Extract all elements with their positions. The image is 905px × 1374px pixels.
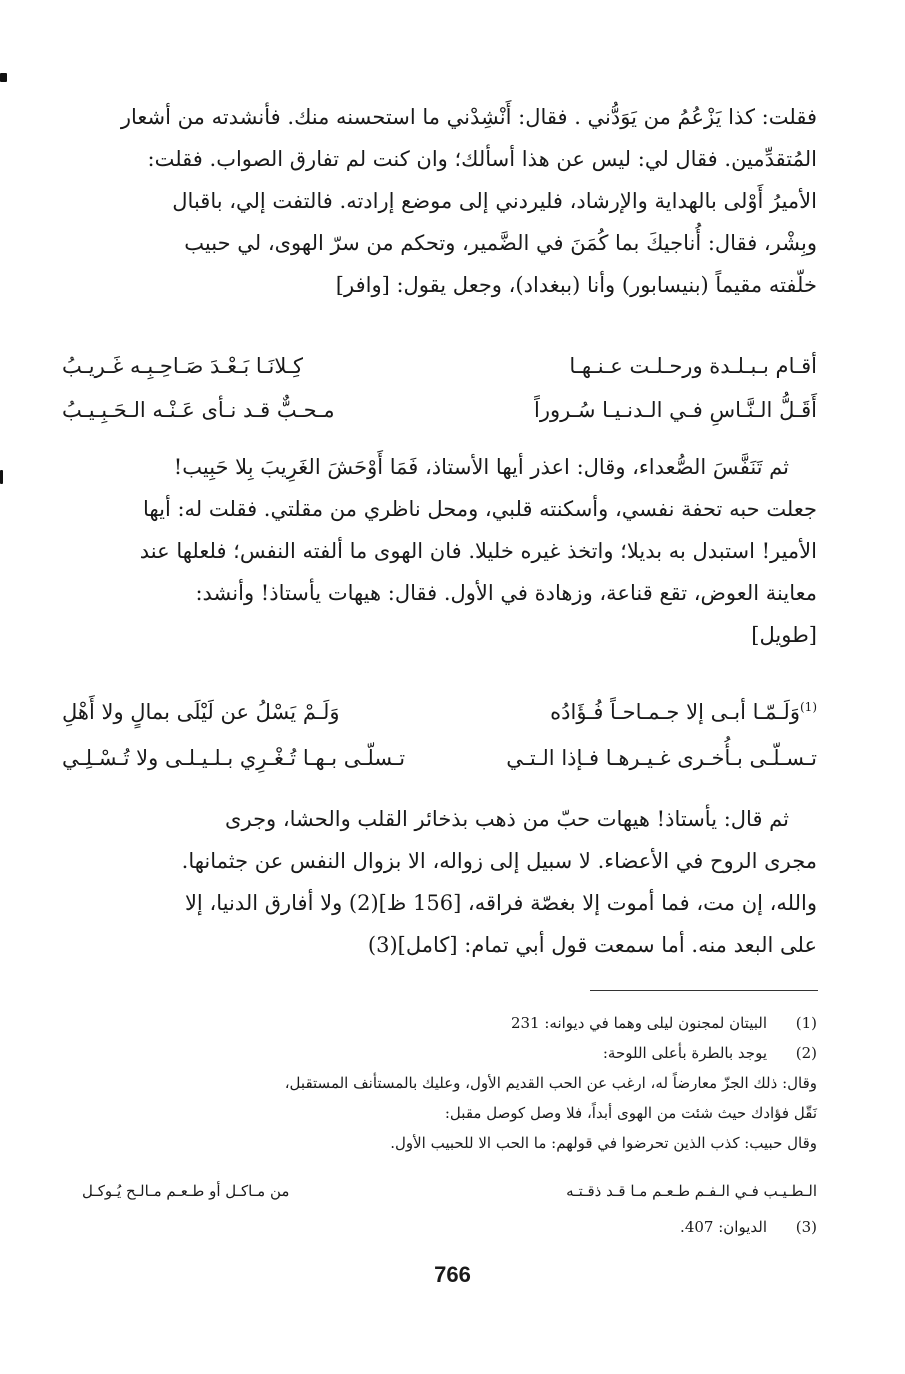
verse-second-hemistich: كِـلانَـا بَـعْـدَ صَـاحِـبِـه غَـريـبُ xyxy=(62,354,304,378)
footnote-1 xyxy=(82,1008,817,1038)
verse-first-hemistich: الـطـيـب فـي الـفـم طـعـم مـا قـد ذقـتـه xyxy=(566,1182,817,1200)
verse-first-hemistich: تـسـلّـى بـأُخـرى غـيـرهـا فـإذا الـتـي xyxy=(506,746,817,770)
footnote-text: وقال حبيب: كذب الذين تحرضوا في قولهم: ما الحب الا للحبيب الأول. xyxy=(390,1134,817,1152)
footnote-2-line xyxy=(82,1128,817,1158)
verse-second-hemistich: مـحـبٌّ قـد نـأى عَـنْـه الـحَـبِـيـبُ xyxy=(62,398,335,422)
verse-second-hemistich: تـسلّـى بـهـا تُـغْـرِي بـلـيـلـى ولا تُـسْـلِـي xyxy=(62,746,406,770)
text-line: الأمير! استبدل به بديلا؛ واتخذ غيره خليلا. فان الهوى ما ألفته النفس؛ فلعلها عند xyxy=(139,539,817,563)
footnote-2-line xyxy=(82,1098,817,1128)
paragraph-3 xyxy=(87,798,817,966)
footnote-text: وقال: ذلك الجزّ معارضاً له، ارغب عن الحب القديم الأول، وعليك بالمستأنف المستقبل، xyxy=(284,1074,817,1092)
verse-first-hemistich: أَقَـلُّ الـنَّـاسِ فـي الـدنـيـا سُـروراً xyxy=(534,398,817,422)
footnote-divider xyxy=(590,990,818,991)
verse-second-hemistich: من مـاكـل أو طـعـم مـالـح يُـوكـل xyxy=(82,1182,290,1200)
footnote-2 xyxy=(82,1038,817,1068)
footnote-number: (3) xyxy=(795,1218,817,1236)
paragraph-1 xyxy=(87,96,817,306)
page-number: 766 xyxy=(434,1262,471,1287)
verse-line xyxy=(62,736,817,780)
text-line: المُتقدِّمين. فقال لي: ليس عن هذا أسألك؛ وان كنت لم تفارق الصواب. فقلت: xyxy=(147,147,817,171)
footnotes xyxy=(82,1008,817,1158)
footnote-3-block xyxy=(82,1212,817,1242)
footnote-text: يوجد بالطرة بأعلى اللوحة: xyxy=(602,1044,767,1062)
verse-first-hemistich: أقـام بـبـلـدة ورحـلـت عـنـهـا xyxy=(569,354,817,378)
verse-second-hemistich: وَلَـمْ يَسْلُ عن لَيْلَى بمالٍ ولا أَهْلِ xyxy=(62,700,340,724)
footnote-verse xyxy=(82,1182,817,1200)
text-line: مجرى الروح في الأعضاء. لا سبيل إلى زواله، الا بزوال النفس عن جثمانها. xyxy=(181,849,817,873)
footnote-3 xyxy=(82,1212,817,1242)
scan-edge-mark xyxy=(0,73,7,82)
footnote-text: الديوان: 407. xyxy=(680,1218,767,1236)
footnote-number: (2) xyxy=(795,1044,817,1062)
text-line: فقلت: كذا يَزْعُمُ من يَوَدُّني . فقال: أَنْشِدْني ما استحسنه منك. فأنشدته من أشعار xyxy=(120,105,817,129)
verse-first-hemistich xyxy=(550,700,817,724)
text-line: الأميرُ أَوْلى بالهداية والإرشاد، فليردني إلى موضع إرادته. فالتفت إلي، باقبال xyxy=(172,189,817,213)
footnote-text: نَقّل فؤادك حيث شئت من الهوى أبداً، فلا وصل كوصل مقبل: xyxy=(444,1104,817,1122)
footnote-text: البيتان لمجنون ليلى وهما في ديوانه: 231 xyxy=(510,1014,767,1032)
text-line: على البعد منه. أما سمعت قول أبي تمام: [كامل](3) xyxy=(367,933,817,957)
text-line: معاينة العوض، تقع قناعة، وزهادة في الأول. فقال: هيهات يأستاذ! وأنشد: xyxy=(195,581,817,605)
text-line: ثم تَنَفَّسَ الصُّعداء، وقال: اعذر أيها الأستاذ، فَمَا أَوْحَشَ الغَرِيبَ بِلا حَبِيب! xyxy=(173,455,789,479)
paragraph-2 xyxy=(87,446,817,656)
scan-edge-mark xyxy=(0,470,3,484)
verse-text: وَلَـمّـا أبـى إلا جـمـاحـاً فُـؤَادُه xyxy=(550,700,800,724)
footnote-2-line xyxy=(82,1068,817,1098)
verse-line xyxy=(62,344,817,388)
verse-line xyxy=(62,690,817,734)
text-line: ثم قال: يأستاذ! هيهات حبّ من ذهب بذخائر القلب والحشا، وجرى xyxy=(225,807,789,831)
verse-line xyxy=(62,388,817,432)
text-line: خلّفته مقيماً (بنيسابور) وأنا (ببغداد)، وجعل يقول: [وافر] xyxy=(335,273,817,297)
footnote-number: (1) xyxy=(795,1014,817,1032)
text-line: وبِشْر، فقال: أُناجيكَ بما كُمَنَ في الضَّمير، وتحكم من سرّ الهوى، لي حبيب xyxy=(184,231,817,255)
text-line: [طويل] xyxy=(751,623,817,647)
footnote-ref: (1) xyxy=(799,700,817,714)
text-line: جعلت حبه تحفة نفسي، وأسكنته قلبي، ومحل ناظري من مقلتي. فقلت له: أيها xyxy=(143,497,817,521)
text-line: والله، إن مت، فما أموت إلا بغصّة فراقه، [156 ظ](2) ولا أفارق الدنيا، إلا xyxy=(184,891,817,915)
